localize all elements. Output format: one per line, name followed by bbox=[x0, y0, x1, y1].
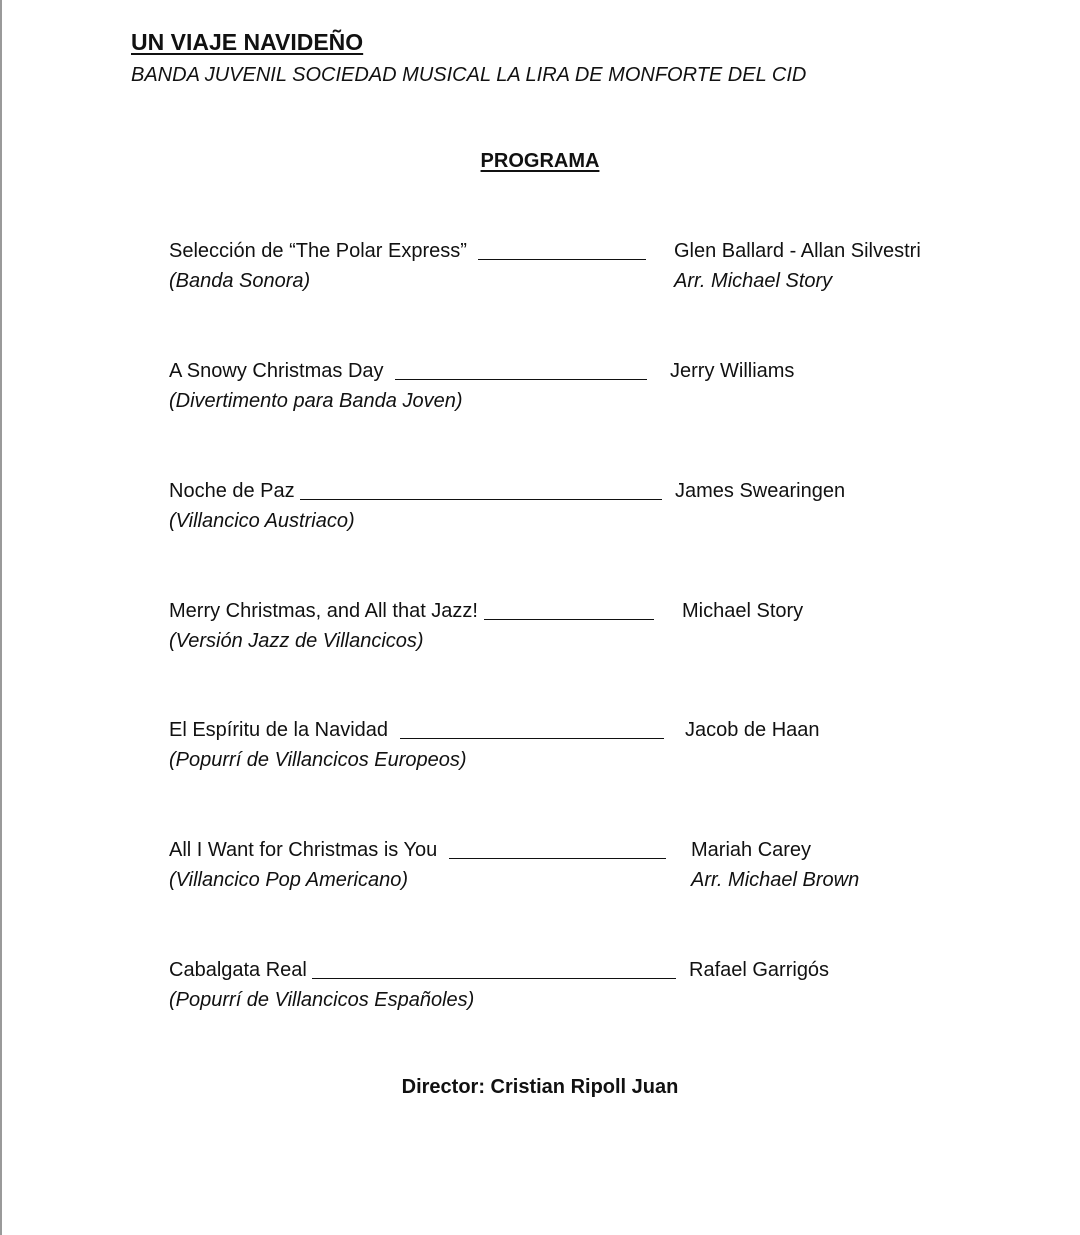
program-entry bbox=[169, 598, 1049, 658]
piece-title: A Snowy Christmas Day bbox=[169, 360, 384, 382]
document-title: UN VIAJE NAVIDEÑO bbox=[131, 29, 364, 55]
document-subtitle: BANDA JUVENIL SOCIEDAD MUSICAL LA LIRA DE MONFORTE DEL CID bbox=[131, 64, 807, 86]
piece-description: (Popurrí de Villancicos Españoles) bbox=[169, 989, 475, 1011]
composer: Rafael Garrigós bbox=[689, 959, 830, 981]
piece-description: (Divertimento para Banda Joven) bbox=[169, 390, 463, 412]
piece-description: (Popurrí de Villancicos Europeos) bbox=[169, 749, 467, 771]
composer: Glen Ballard - Allan Silvestri bbox=[674, 240, 921, 262]
piece-title: Merry Christmas, and All that Jazz! bbox=[169, 600, 478, 622]
program-entry bbox=[169, 957, 1049, 1017]
program-entry bbox=[169, 717, 1049, 777]
leader-line bbox=[449, 837, 666, 859]
piece-title: All I Want for Christmas is You bbox=[169, 839, 438, 861]
composer: Michael Story bbox=[682, 600, 804, 622]
arranger: Arr. Michael Brown bbox=[691, 869, 860, 891]
piece-description: (Villancico Pop Americano) bbox=[169, 869, 408, 891]
director-credit: Director: Cristian Ripoll Juan bbox=[401, 1076, 679, 1098]
leader-line bbox=[395, 358, 647, 380]
program-entry bbox=[169, 837, 1049, 897]
piece-title: Cabalgata Real bbox=[169, 959, 307, 981]
leader-line bbox=[312, 957, 676, 979]
leader-line bbox=[400, 717, 664, 739]
piece-title: Noche de Paz bbox=[169, 480, 295, 502]
arranger: Arr. Michael Story bbox=[674, 270, 833, 292]
program-entry bbox=[169, 238, 1049, 298]
piece-description: (Banda Sonora) bbox=[169, 270, 311, 292]
composer: Jacob de Haan bbox=[685, 719, 820, 741]
leader-line bbox=[300, 478, 662, 500]
program-heading-text: PROGRAMA bbox=[480, 150, 600, 172]
piece-description: (Villancico Austriaco) bbox=[169, 510, 355, 532]
leader-line bbox=[478, 238, 646, 260]
composer: Mariah Carey bbox=[691, 839, 812, 861]
program-entry bbox=[169, 358, 1049, 418]
program-entry bbox=[169, 478, 1049, 538]
composer: James Swearingen bbox=[675, 480, 846, 502]
page-left-border bbox=[0, 0, 2, 1235]
leader-line bbox=[484, 598, 654, 620]
piece-title: Selección de “The Polar Express” bbox=[169, 240, 467, 262]
composer: Jerry Williams bbox=[670, 360, 795, 382]
piece-description: (Versión Jazz de Villancicos) bbox=[169, 630, 424, 652]
piece-title: El Espíritu de la Navidad bbox=[169, 719, 389, 741]
program-heading bbox=[0, 150, 1080, 173]
